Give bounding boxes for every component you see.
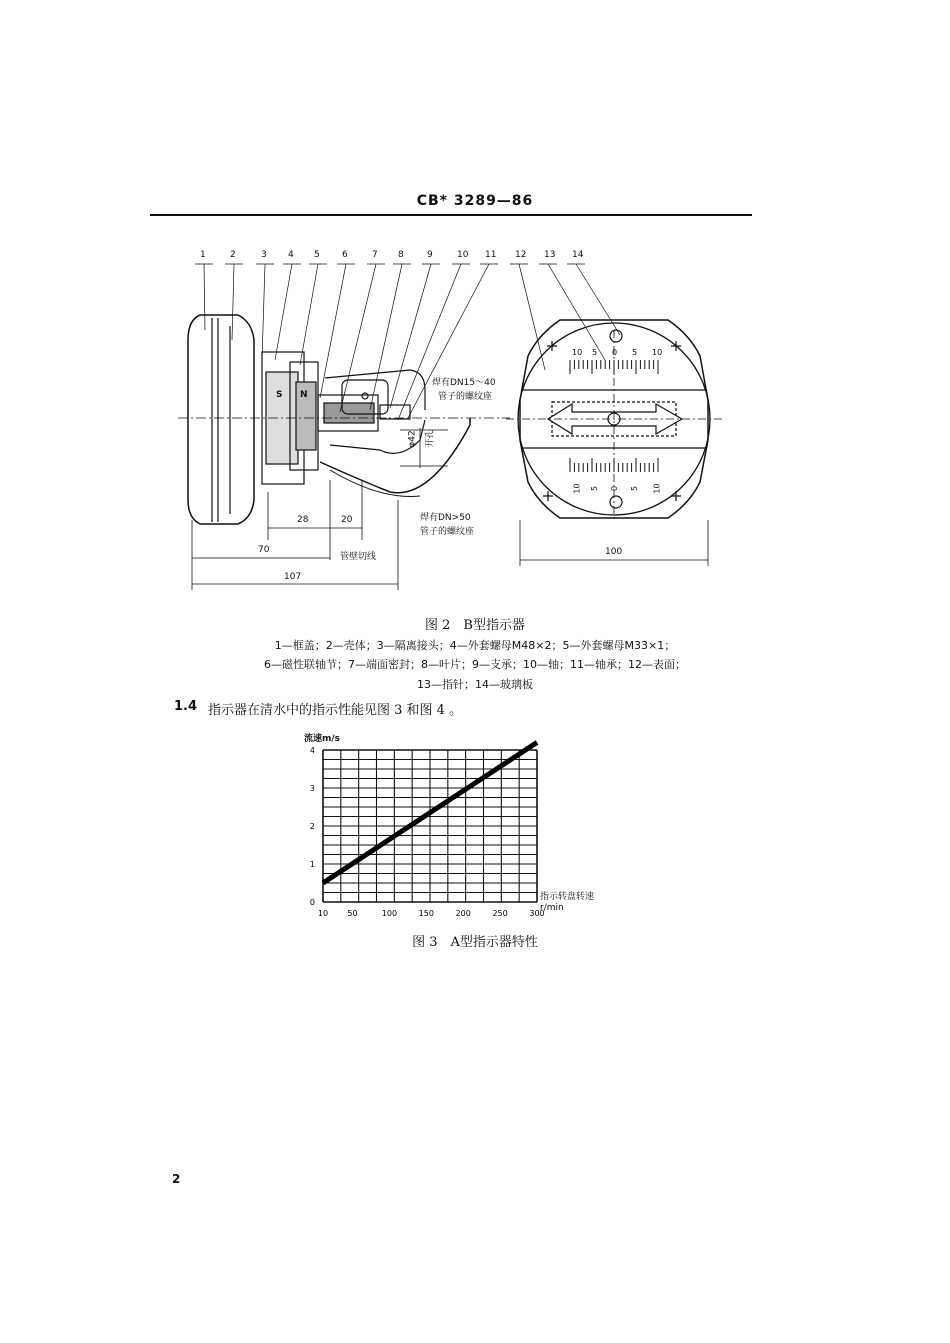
- legend-line-1: 1—框盖；2—壳体；3—隔离接头；4—外套螺母M48×2；5—外套螺母M33×1；: [274, 639, 676, 652]
- dial-top-label: 0: [612, 348, 618, 357]
- chart-y-tick-label: 1: [309, 860, 315, 869]
- dimension-107: 107: [284, 572, 302, 582]
- magnet-s-label: S: [276, 390, 283, 400]
- dial-bottom-label: 5: [630, 485, 640, 492]
- leader-line-6: [320, 264, 346, 398]
- part-label-13: 13: [544, 250, 556, 260]
- part-label-1: 1: [200, 250, 206, 260]
- chart-x-tick-label: 150: [418, 909, 434, 918]
- chart-y-tick-label: 2: [309, 822, 315, 831]
- part-label-12: 12: [515, 250, 527, 260]
- weld-large-line2: 管子的螺纹座: [420, 527, 475, 537]
- bore-diameter-label: φ42: [407, 430, 418, 448]
- chart-x-tick-label: 300: [529, 909, 545, 918]
- dimension-20: 20: [341, 515, 353, 525]
- magnet-n-label: N: [300, 390, 308, 400]
- part-label-8: 8: [398, 250, 404, 260]
- part-label-4: 4: [288, 250, 294, 260]
- part-label-3: 3: [261, 250, 267, 260]
- figure-2-drawing: [0, 0, 950, 620]
- part-label-5: 5: [314, 250, 320, 260]
- chart-y-tick-label: 0: [309, 898, 315, 907]
- weld-small-line1: 焊有DN15～40: [432, 378, 496, 388]
- chart-y-tick-label: 3: [309, 784, 315, 793]
- bore-hole-label: 开孔: [425, 429, 436, 448]
- weld-small-line2: 管子的螺纹座: [438, 392, 493, 402]
- figure-2-caption: 图 2 B型指示器: [425, 618, 525, 633]
- chart-y-tick-label: 4: [309, 746, 315, 755]
- legend-line-3: 13—指针；14—玻璃板: [417, 678, 533, 691]
- weld-large-line1: 焊有DN>50: [420, 513, 471, 523]
- part-label-7: 7: [372, 250, 378, 260]
- part-label-9: 9: [427, 250, 433, 260]
- leader-line-12: [519, 264, 545, 370]
- dial-bottom-label: 10: [572, 483, 582, 494]
- leader-line-8: [370, 264, 402, 410]
- pipe-tangent-label: 管壁切线: [340, 552, 377, 562]
- dial-top-label: 5: [592, 348, 598, 357]
- part-label-6: 6: [342, 250, 348, 260]
- chart-y-label: 流速m/s: [304, 734, 341, 744]
- dial-bottom-label: 0: [610, 485, 620, 492]
- figure-3-caption: 图 3 A型指示器特性: [412, 935, 538, 950]
- chart-x-tick-label: 100: [381, 909, 398, 918]
- part-label-10: 10: [457, 250, 469, 260]
- dimension-28: 28: [297, 515, 309, 525]
- leader-line-3: [262, 264, 265, 360]
- dial-top-label: 5: [632, 348, 638, 357]
- section-text: 指示器在清水中的指示性能见图 3 和图 4 。: [208, 703, 463, 718]
- leader-line-2: [232, 264, 234, 340]
- dial-bottom-label: 5: [590, 485, 600, 492]
- chart-x-tick-label: 250: [492, 909, 508, 918]
- document-code: CB* 3289—86: [416, 193, 534, 209]
- legend-line-2: 6—磁性联轴节；7—端面密封；8—叶片；9—支承；10—轴；11—轴承；12—表面；: [264, 658, 686, 671]
- leader-line-1: [204, 264, 205, 330]
- dimension-100: 100: [605, 547, 623, 557]
- chart-x-label: 指示转盘转速 r/min: [540, 892, 595, 913]
- section-number: 1.4: [174, 699, 198, 714]
- part-label-14: 14: [572, 250, 584, 260]
- chart-x-tick-label: 50: [347, 909, 358, 918]
- chart-x-tick-label: 10: [317, 909, 329, 918]
- dial-top-label: 10: [572, 348, 583, 357]
- dial-bottom-label: 10: [652, 483, 662, 494]
- leader-line-4: [275, 264, 292, 360]
- dial-top-label: 10: [652, 348, 663, 357]
- chart-x-tick-label: 200: [455, 909, 471, 918]
- part-label-11: 11: [485, 250, 497, 260]
- part-label-2: 2: [230, 250, 236, 260]
- dimension-70: 70: [258, 545, 270, 555]
- page-number: 2: [172, 1172, 181, 1186]
- leader-line-5: [300, 264, 318, 365]
- leader-line-7: [340, 264, 376, 412]
